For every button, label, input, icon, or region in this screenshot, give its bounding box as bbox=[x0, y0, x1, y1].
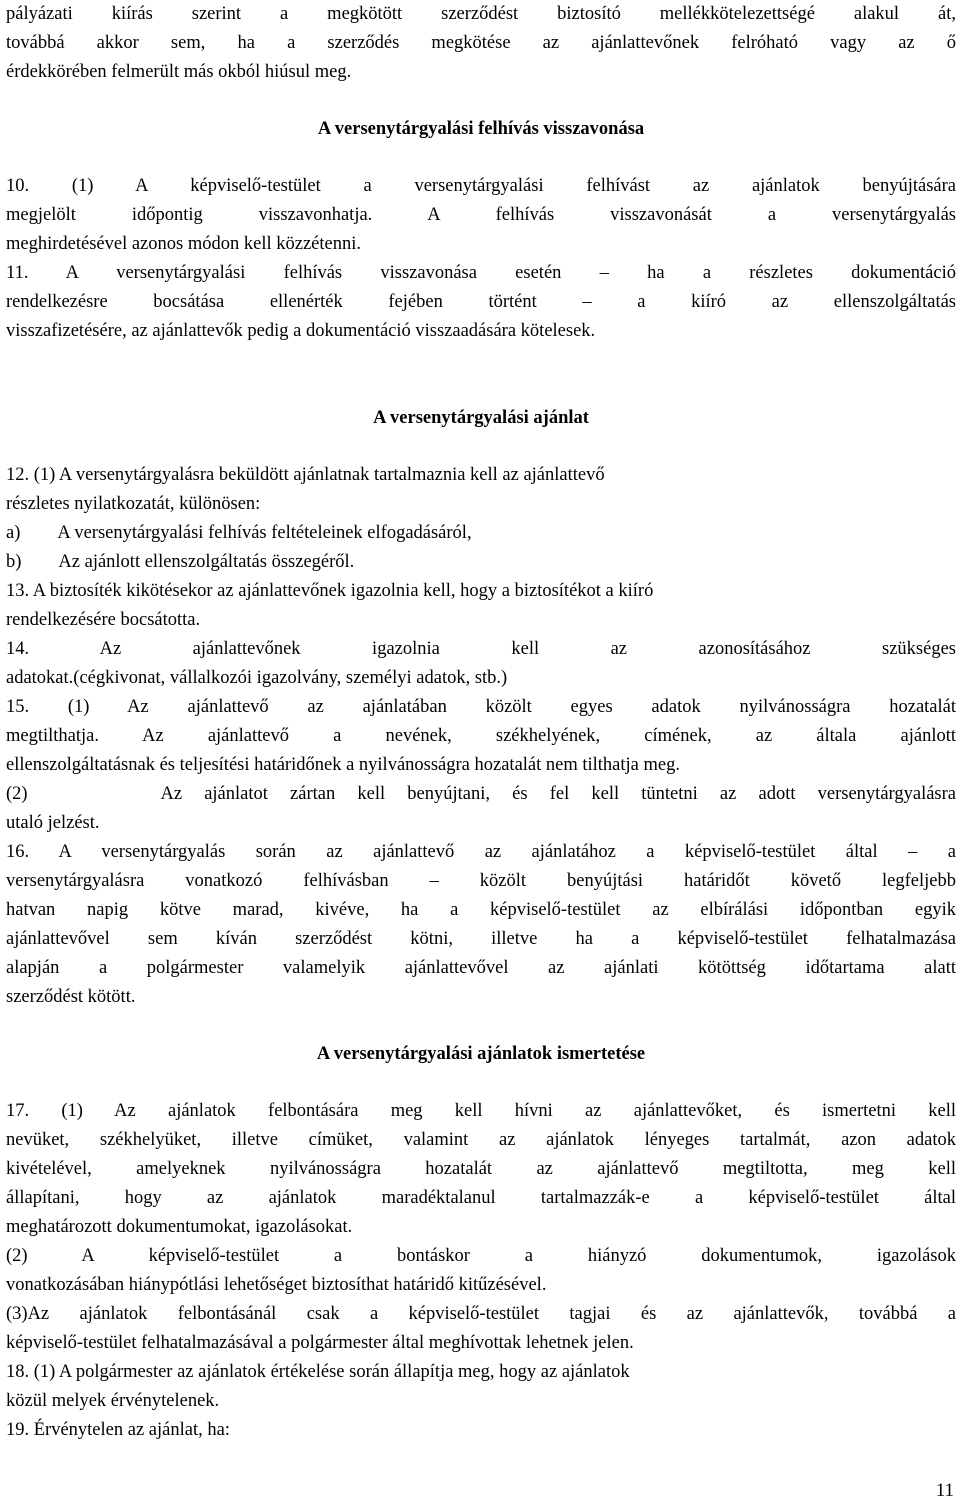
text-line: továbbá akkor sem, ha a szerződés megkötése az ajánlattevőnek felróható vagy az ő bbox=[6, 33, 956, 53]
text-line: rendelkezésre bocsátása ellenérték fejében történt – a kiíró az ellenszolgáltatás bbox=[6, 292, 956, 312]
section-heading: A versenytárgyalási ajánlat bbox=[373, 408, 589, 428]
text-line: 10. (1) A képviselő-testület a versenytárgyalási felhívást az ajánlatok benyújtására bbox=[6, 176, 956, 196]
text-line: 12. (1) A versenytárgyalásra beküldött ajánlatnak tartalmaznia kell az ajánlattevő bbox=[6, 465, 605, 485]
text-line: megjelölt időpontig visszavonhatja. A felhívás visszavonását a versenytárgyalás bbox=[6, 205, 956, 225]
text-line: visszafizetésére, az ajánlattevők pedig a dokumentáció visszaadására kötelesek. bbox=[6, 321, 596, 341]
text-line: 11. A versenytárgyalási felhívás visszavonása esetén – ha a részletes dokumentáció bbox=[6, 263, 956, 283]
text-line: pályázati kiírás szerint a megkötött szerződést biztosító mellékkötelezettségé alakul át, bbox=[6, 4, 956, 24]
text-line: versenytárgyalásra vonatkozó felhívásban – közölt benyújtási határidőt követő legfeljebb bbox=[6, 871, 956, 891]
text-line: hatvan napig kötve marad, kivéve, ha a képviselő-testület az elbírálási időpontban egyik bbox=[6, 900, 956, 920]
text-line: (2) A képviselő-testület a bontáskor a hiányzó dokumentumok, igazolások bbox=[6, 1246, 956, 1266]
text-line: 19. Érvénytelen az ajánlat, ha: bbox=[6, 1420, 230, 1440]
section-heading: A versenytárgyalási ajánlatok ismertetése bbox=[316, 1044, 646, 1064]
text-line: meghatározott dokumentumokat, igazolásokat. bbox=[6, 1217, 353, 1237]
text-line: ellenszolgáltatásnak és teljesítési határidőnek a nyilvánosságra hozatalát nem tilthatja meg. bbox=[6, 755, 680, 775]
text-line: 17. (1) Az ajánlatok felbontására meg kell hívni az ajánlattevőket, és ismertetni kell bbox=[6, 1101, 956, 1121]
text-line: részletes nyilatkozatát, különösen: bbox=[6, 494, 261, 514]
text-line: b) Az ajánlott ellenszolgáltatás összegéről. bbox=[6, 552, 355, 572]
text-line: 14. Az ajánlattevőnek igazolnia kell az azonosításához szükséges bbox=[6, 639, 956, 659]
section-heading: A versenytárgyalási felhívás visszavonása bbox=[317, 119, 645, 139]
text-line: közül melyek érvénytelenek. bbox=[6, 1391, 220, 1411]
text-line: képviselő-testület felhatalmazásával a polgármester által meghívottak lehetnek jelen. bbox=[6, 1333, 634, 1353]
text-line: 15. (1) Az ajánlattevő az ajánlatában közölt egyes adatok nyilvánosságra hozatalát bbox=[6, 697, 956, 717]
page-number: 11 bbox=[935, 1480, 954, 1501]
text-line: adatokat.(cégkivonat, vállalkozói igazolvány, személyi adatok, stb.) bbox=[6, 668, 508, 688]
text-line: a) A versenytárgyalási felhívás feltételeinek elfogadásáról, bbox=[6, 523, 472, 543]
text-line: (2) Az ajánlatot zártan kell benyújtani, és fel kell tüntetni az adott versenytárgyalásra bbox=[6, 784, 956, 804]
text-line: megtilthatja. Az ajánlattevő a nevének, székhelyének, címének, az általa ajánlott bbox=[6, 726, 956, 746]
text-line: érdekkörében felmerült más okból hiúsul meg. bbox=[6, 62, 352, 82]
text-line: vonatkozásában hiánypótlási lehetőséget biztosíthat határidő kitűzésével. bbox=[6, 1275, 547, 1295]
text-line: 13. A biztosíték kikötésekor az ajánlattevőnek igazolnia kell, hogy a biztosítékot a kiíró bbox=[6, 581, 654, 601]
text-line: állapítani, hogy az ajánlatok maradéktalanul tartalmazzák-e a képviselő-testület által bbox=[6, 1188, 956, 1208]
text-line: meghirdetésével azonos módon kell közzétenni. bbox=[6, 234, 361, 254]
text-line: ajánlattevővel sem kíván szerződést kötni, illetve ha a képviselő-testület felhatalmazása bbox=[6, 929, 956, 949]
text-line: 16. A versenytárgyalás során az ajánlattevő az ajánlatához a képviselő-testület által – a bbox=[6, 842, 956, 862]
text-line: alapján a polgármester valamelyik ajánlattevővel az ajánlati kötöttség időtartama alatt bbox=[6, 958, 956, 978]
text-line: nevüket, székhelyüket, illetve címüket, valamint az ajánlatok lényeges tartalmát, azon adatok bbox=[6, 1130, 956, 1150]
text-line: rendelkezésére bocsátotta. bbox=[6, 610, 201, 630]
text-line: (3)Az ajánlatok felbontásánál csak a képviselő-testület tagjai és az ajánlattevők, továbbá a bbox=[6, 1304, 956, 1324]
text-line: kivételével, amelyeknek nyilvánosságra hozatalát az ajánlattevő megtiltotta, meg kell bbox=[6, 1159, 956, 1179]
text-line: utaló jelzést. bbox=[6, 813, 100, 833]
text-line: szerződést kötött. bbox=[6, 987, 136, 1007]
text-line: 18. (1) A polgármester az ajánlatok értékelése során állapítja meg, hogy az ajánlatok bbox=[6, 1362, 630, 1382]
